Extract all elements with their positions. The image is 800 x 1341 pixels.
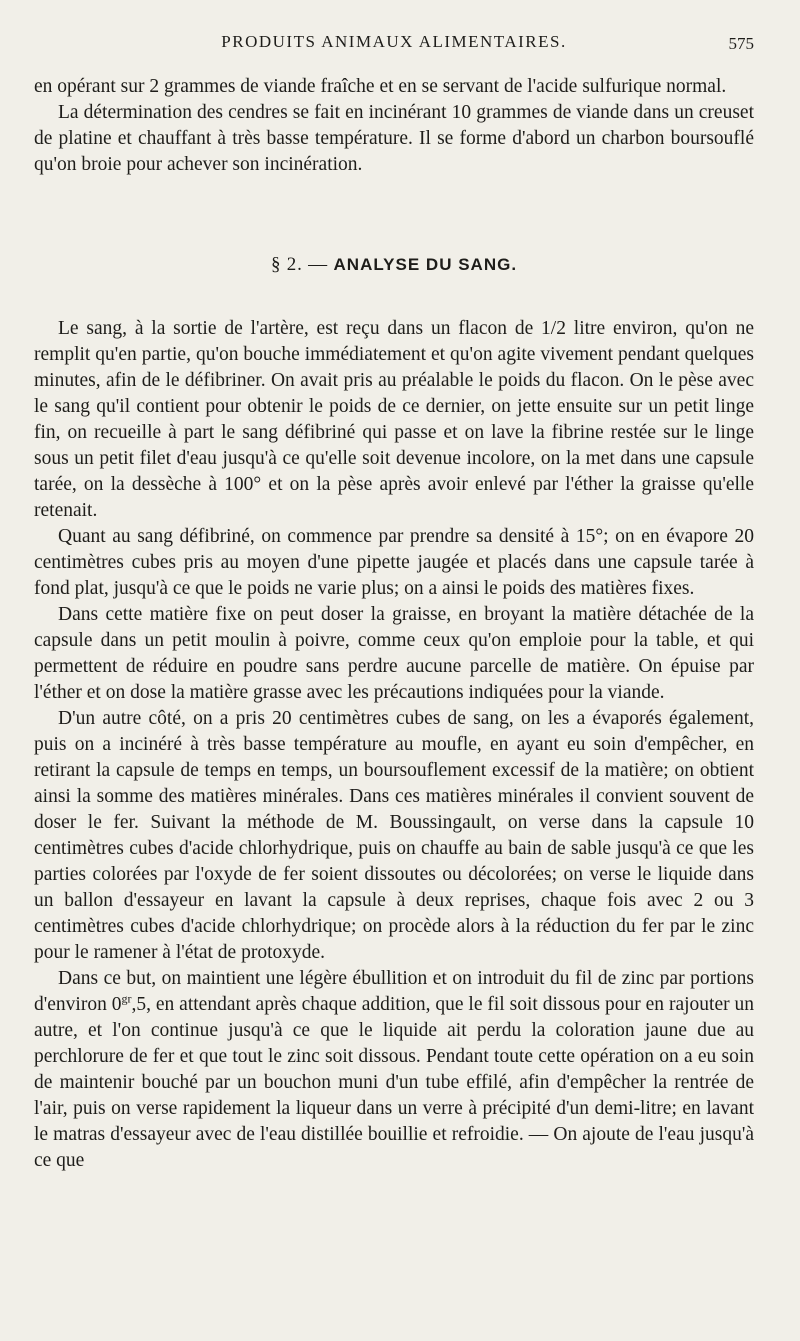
page-header [34,0,754,53]
paragraph-text: Dans ce but, on maintient une légère ébullition et on introduit du fil de zinc par portions d'environ 0 [34,968,754,1015]
paragraph: Dans cette matière fixe on peut doser la graisse, en broyant la matière détachée de la capsule dans un petit moulin à poivre, comme ceux qu'on emploie pour la table, et qui permettent de réduire en poudre sans perdre aucune parcelle de matière. On épuise par l'éther et on dose la matière grasse avec les précautions indiquées pour la viande. [34,604,754,703]
unit-superscript: gr [121,991,132,1006]
running-title: PRODUITS ANIMAUX ALIMENTAIRES. [221,32,567,51]
paragraph: D'un autre côté, on a pris 20 centimètres cubes de sang, on les a évaporés également, puis on a incinéré à très basse température au moufle, en ayant eu soin d'empêcher, en retirant la capsule de temps en temps, un boursouflement excessif de la matière; on obtient ainsi la somme des matières minérales. Dans ces matières minérales il convient souvent de doser le fer. Suivant la méthode de M. Boussingault, on verse dans la capsule 10 centimètres cubes d'acide chlorhydrique, puis on chauffe au bain de sable jusqu'à ce que les parties colorées par l'oxyde de fer soient dissoutes ou décolorées; on verse le liquide dans un ballon d'essayeur en lavant la capsule à deux reprises, chaque fois avec 2 ou 3 centimètres cubes d'acide chlorhydrique; on procède alors à la réduction du fer par le zinc pour le ramener à l'état de protoxyde. [34,708,754,963]
paragraph [34,966,754,1174]
paragraph: Quant au sang défibriné, on commence par prendre sa densité à 15°; on en évapore 20 centimètres cubes pris au moyen d'une pipette jaugée et placés dans une capsule tarée à fond plat, jusqu'à ce que le poids ne varie plus; on a ainsi le poids des matières fixes. [34,526,754,599]
section-title: ANALYSE DU SANG. [333,255,518,274]
page-number: 575 [728,34,754,53]
page-body [34,34,754,1174]
paragraph-text: ,5, en attendant après chaque addition, que le fil soit dissous pour en rajouter un autre, et l'on continue jusqu'à ce que le liquide ait perdu la coloration jaune due au perchlorure de fer et que tout le zinc soit dissous. Pendant toute cette opération on a eu soin de maintenir bouché par un bouchon muni d'un tube effilé, afin d'empêcher la rentrée de l'air, puis on verse rapidement la liqueur dans un verre à précipité d'un demi-litre; en lavant le matras d'essayeur avec de l'eau distillée bouillie et refroidie. — On ajoute de l'eau jusqu'à ce que [34,994,754,1171]
paragraph: La détermination des cendres se fait en incinérant 10 grammes de viande dans un creuset de platine et chauffant à très basse température. Il se forme d'abord un charbon boursouflé qu'on broie pour achever son incinération. [34,102,754,175]
section-heading [34,254,754,276]
paragraph: en opérant sur 2 grammes de viande fraîche et en se servant de l'acide sulfurique normal. [34,76,727,97]
section-number: § 2. — [270,254,328,275]
paragraph: Le sang, à la sortie de l'artère, est reçu dans un flacon de 1/2 litre environ, qu'on ne remplit qu'en partie, qu'on bouche immédiatement et qu'on agite vivement pendant quelques minutes, afin de le défibriner. On avait pris au préalable le poids du flacon. On le pèse avec le sang qu'il contient pour obtenir le poids de ce dernier, on jette ensuite sur un petit linge fin, on recueille à part le sang défibriné qui passe et on lave la fibrine restée sur le linge sous un petit filet d'eau jusqu'à ce qu'elle soit devenue incolore, on la met dans une capsule tarée, on la dessèche à 100° et on la pèse après avoir enlevé par l'éther la graisse qu'elle retenait. [34,318,754,521]
